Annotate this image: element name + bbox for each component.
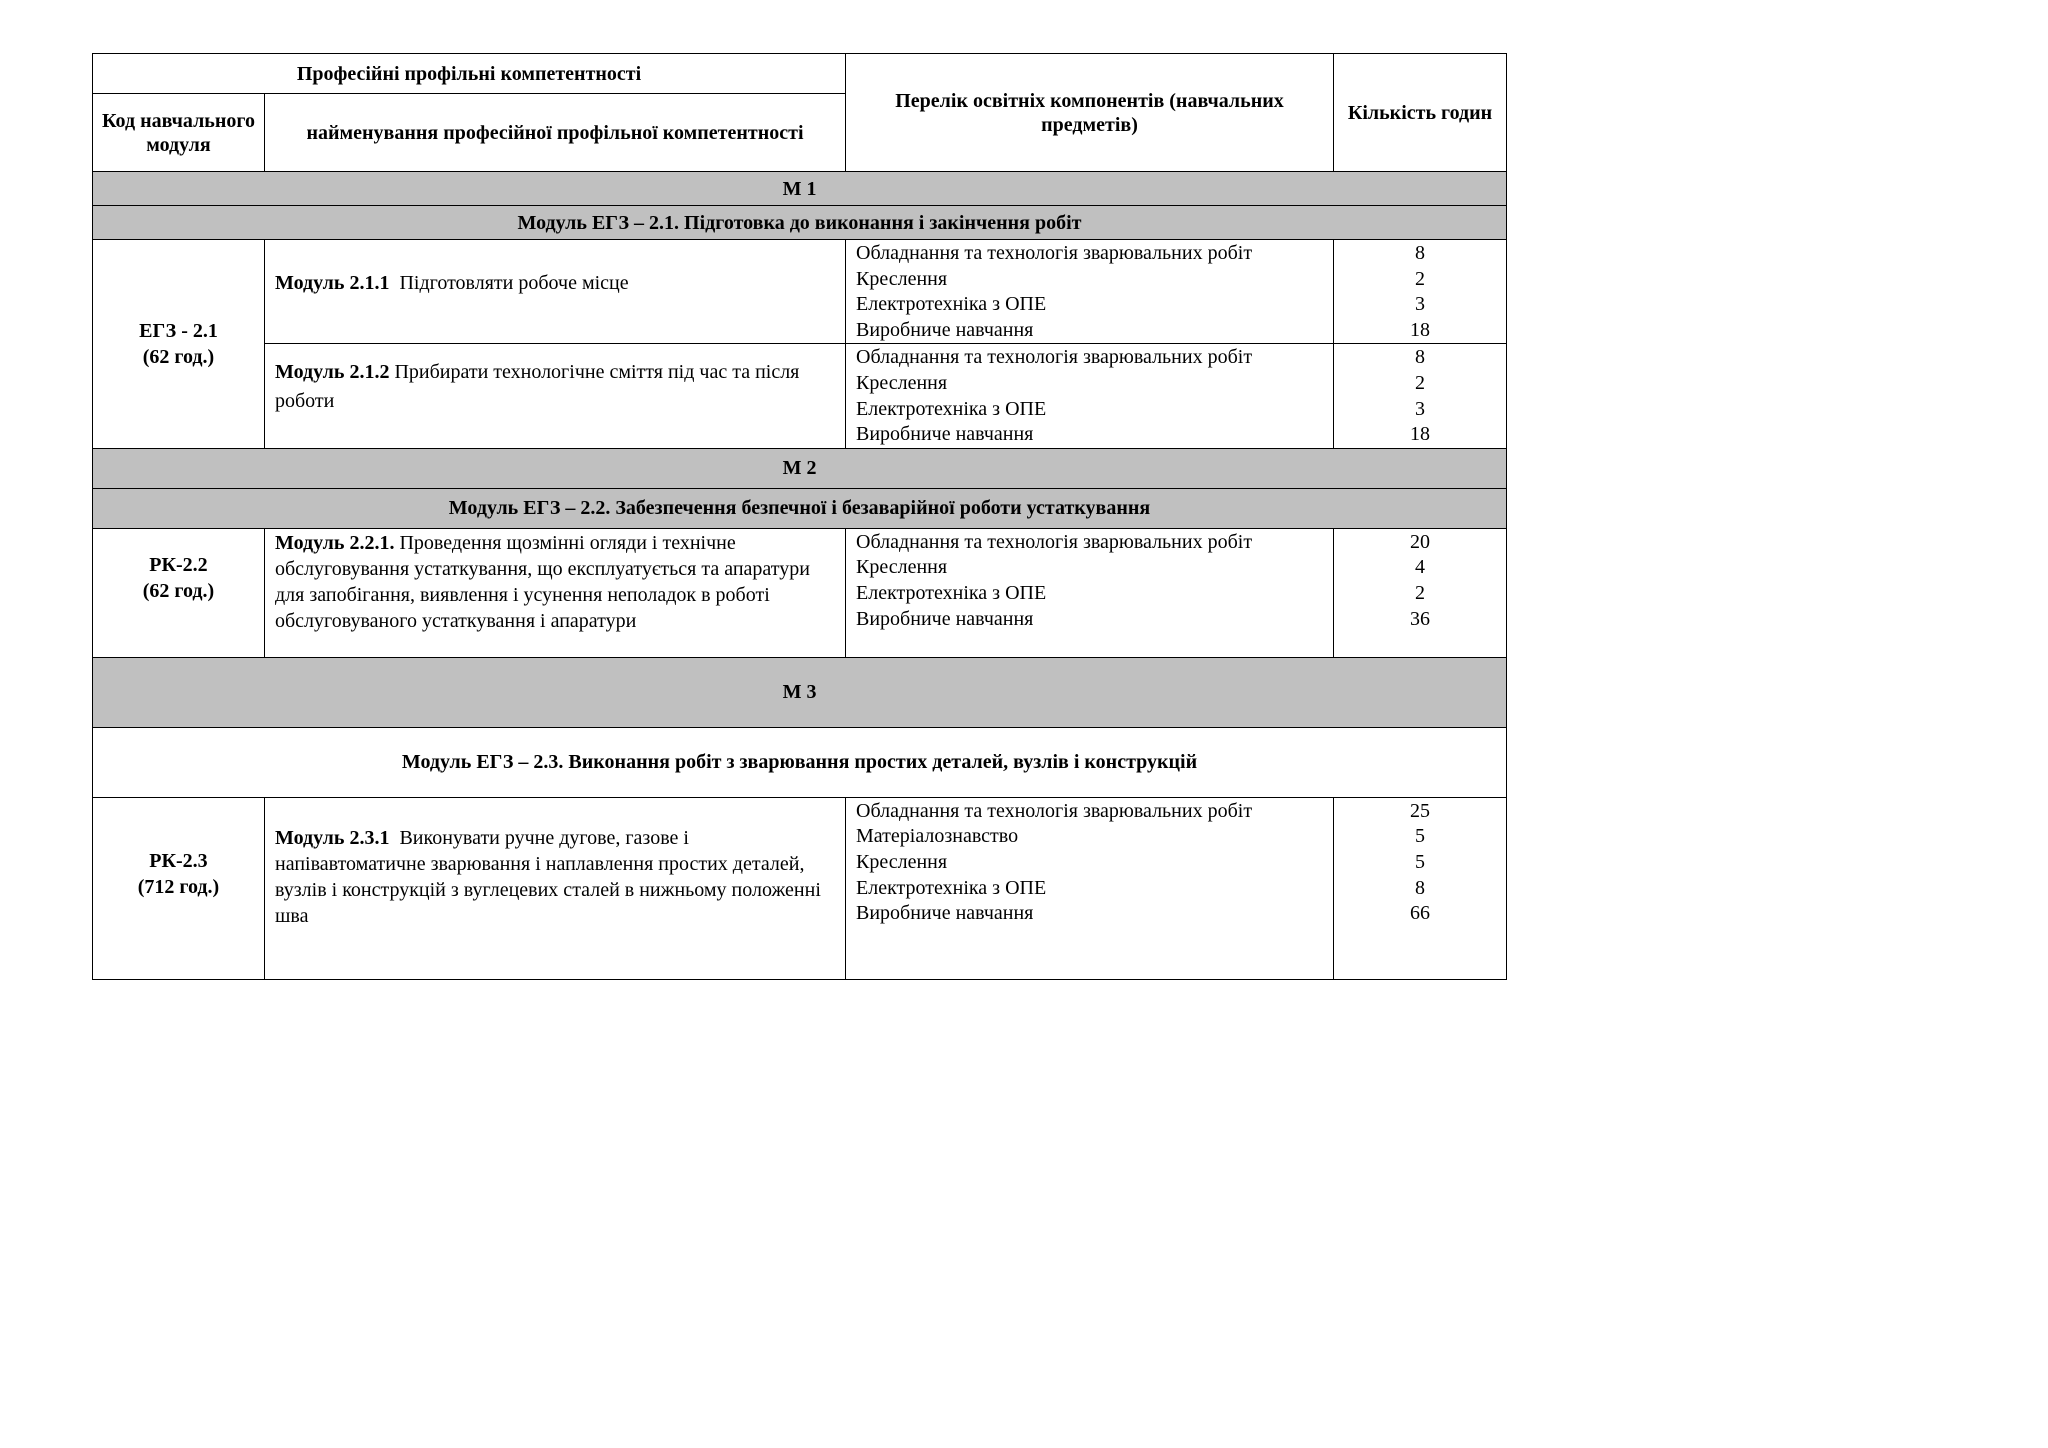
competency-cell	[265, 528, 846, 657]
component-item: Обладнання та технологія зварювальних робіт	[856, 242, 1253, 264]
module-title-row	[93, 206, 1507, 240]
module-hours-total: (62 год.)	[142, 579, 215, 602]
table-row	[93, 240, 1507, 344]
component-item: Електротехніка з ОПЕ	[856, 581, 1047, 604]
group-header: Професійні профільні компетентності	[93, 54, 846, 94]
hours-cell	[1334, 240, 1507, 344]
components-cell	[846, 797, 1334, 979]
hours-cell	[1334, 528, 1507, 657]
module-code-cell	[93, 797, 265, 979]
module-number: Модуль 2.1.2	[275, 361, 390, 384]
table-row	[93, 528, 1507, 657]
module-title-row	[93, 488, 1507, 528]
hours-item: 8	[1415, 876, 1426, 899]
module-title: Модуль ЕГЗ – 2.3. Виконання робіт з зварювання простих деталей, вузлів і конструкцій	[93, 727, 1507, 797]
module-text: Виконувати ручне дугове, газове і напівавтоматичне зварювання і наплавлення простих деталей, вузлів і конструкцій з вуглецевих сталей в нижньому положенні шва	[275, 826, 821, 927]
hours-cell	[1334, 797, 1507, 979]
module-text: Підготовляти робоче місце	[399, 271, 629, 294]
component-item: Виробниче навчання	[856, 423, 1034, 446]
competency-cell	[265, 240, 846, 344]
module-text: Прибирати технологічне сміття під час та після роботи	[275, 361, 800, 413]
table-row	[93, 344, 1507, 448]
table-header-row	[93, 54, 1507, 94]
module-title: Модуль ЕГЗ – 2.2. Забезпечення безпечної і безаварійної роботи устаткування	[93, 488, 1507, 528]
competency-cell	[265, 797, 846, 979]
module-code-cell	[93, 240, 265, 449]
module-hours-total: (712 год.)	[137, 876, 220, 899]
component-item: Електротехніка з ОПЕ	[856, 397, 1047, 420]
hours-item: 2	[1415, 267, 1426, 290]
module-code: ЕГЗ - 2.1	[139, 319, 218, 342]
competency-table	[92, 53, 1507, 980]
module-text: Проведення щозмінні огляди і технічне обслуговування устаткування, що експлуатується та апаратури для запобігання, виявлення і усунення неполадок в роботі обслуговуваного устаткування і апаратури	[275, 531, 810, 632]
section-band-row	[93, 172, 1507, 206]
hours-item: 2	[1415, 581, 1426, 604]
module-title: Модуль ЕГЗ – 2.1. Підготовка до виконання і закінчення робіт	[93, 206, 1507, 240]
components-cell	[846, 344, 1334, 448]
component-item: Креслення	[856, 371, 948, 394]
competency-cell	[265, 344, 846, 448]
component-item: Креслення	[856, 267, 948, 290]
module-title-row	[93, 727, 1507, 797]
component-item: Електротехніка з ОПЕ	[856, 876, 1047, 899]
hours-item: 25	[1410, 799, 1431, 822]
component-item: Електротехніка з ОПЕ	[856, 293, 1047, 316]
component-item: Виробниче навчання	[856, 902, 1034, 925]
hours-item: 20	[1410, 530, 1431, 553]
module-code: РК-2.3	[149, 850, 208, 873]
hours-item: 5	[1415, 850, 1426, 873]
hours-item: 2	[1415, 371, 1426, 394]
components-header: Перелік освітніх компонентів (навчальних предметів)	[846, 54, 1334, 172]
section-band: М 1	[93, 172, 1507, 206]
hours-item: 4	[1415, 556, 1426, 579]
code-header: Код навчального модуля	[93, 94, 265, 172]
section-band: М 3	[93, 657, 1507, 727]
hours-cell	[1334, 344, 1507, 448]
module-number: Модуль 2.3.1	[275, 826, 390, 849]
section-band-row	[93, 657, 1507, 727]
component-item: Креслення	[856, 556, 948, 579]
components-cell	[846, 240, 1334, 344]
component-item: Виробниче навчання	[856, 607, 1034, 630]
module-code-cell	[93, 528, 265, 657]
hours-item: 66	[1410, 902, 1431, 925]
module-hours-total: (62 год.)	[142, 345, 215, 368]
component-item: Матеріалознавство	[856, 825, 1019, 848]
hours-item: 3	[1415, 397, 1426, 420]
section-band-row	[93, 448, 1507, 488]
component-item: Обладнання та технологія зварювальних робіт	[856, 530, 1253, 553]
hours-item: 8	[1415, 346, 1426, 369]
component-item: Обладнання та технологія зварювальних робіт	[856, 346, 1253, 369]
section-band: М 2	[93, 448, 1507, 488]
hours-item: 5	[1415, 825, 1426, 848]
hours-item: 8	[1415, 242, 1426, 264]
hours-item: 36	[1410, 607, 1431, 630]
module-number: Модуль 2.2.1.	[275, 531, 395, 554]
hours-item: 18	[1410, 318, 1431, 341]
component-item: Виробниче навчання	[856, 318, 1034, 341]
hours-header: Кількість годин	[1334, 54, 1507, 172]
component-item: Обладнання та технологія зварювальних робіт	[856, 799, 1253, 822]
component-item: Креслення	[856, 850, 948, 873]
table-row	[93, 797, 1507, 979]
hours-item: 18	[1410, 423, 1431, 446]
hours-item: 3	[1415, 293, 1426, 316]
name-header: найменування професійної профільної компетентності	[265, 94, 846, 172]
module-number: Модуль 2.1.1	[275, 271, 390, 294]
components-cell	[846, 528, 1334, 657]
module-code: РК-2.2	[149, 553, 208, 576]
